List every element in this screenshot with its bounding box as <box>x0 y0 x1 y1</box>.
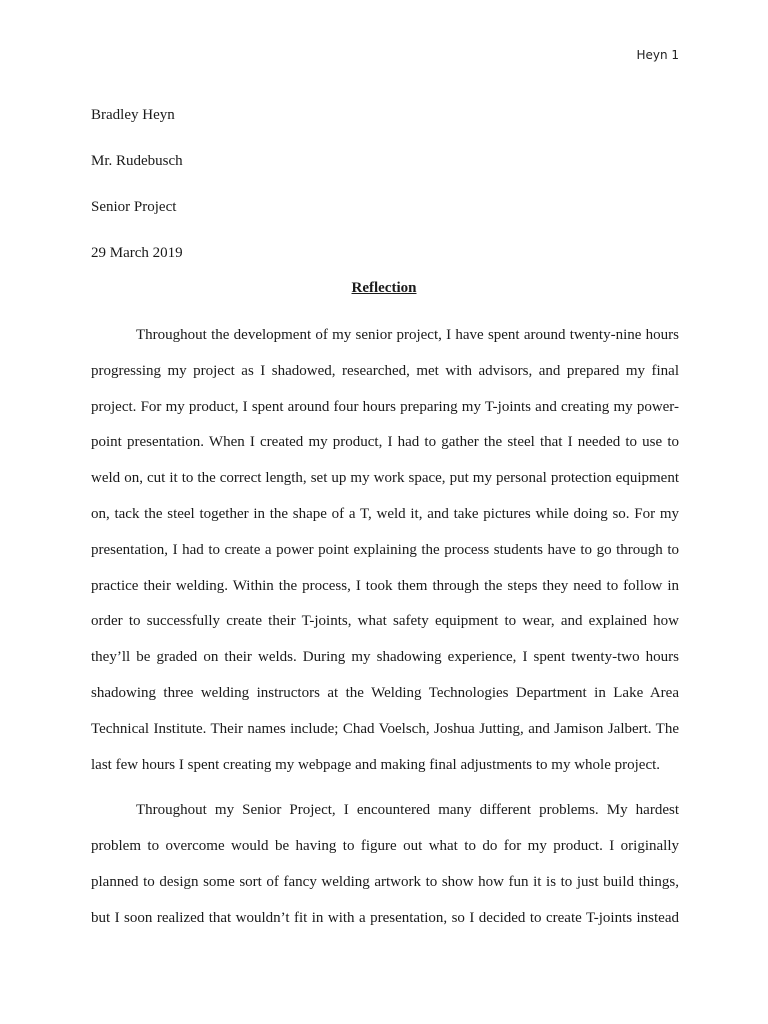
text-line: weld on, cut it to the correct length, set up my work space, put my personal protection equipment <box>91 470 679 487</box>
text-line: but I soon realized that wouldn’t fit in with a presentation, so I decided to create T-joints instead <box>91 909 679 926</box>
text-line: problem to overcome would be having to figure out what to do for my product. I originally <box>91 838 679 855</box>
course-name: Senior Project <box>91 199 177 215</box>
paragraph-1 <box>91 318 679 783</box>
text-line: last few hours I spent creating my webpage and making final adjustments to my whole project. <box>91 756 661 773</box>
text-line: practice their welding. Within the process, I took them through the steps they need to follow in <box>91 577 679 594</box>
text-line: progressing my project as I shadowed, researched, met with advisors, and prepared my final <box>91 362 679 379</box>
text-line: on, tack the steel together in the shape of a T, weld it, and take pictures while doing so. For my <box>91 505 679 522</box>
document-date: 29 March 2019 <box>91 245 183 261</box>
text-line: Throughout my Senior Project, I encountered many different problems. My hardest <box>136 802 679 819</box>
text-line: planned to design some sort of fancy welding artwork to show how fun it is to just build things, <box>91 873 679 890</box>
text-line: point presentation. When I created my product, I had to gather the steel that I needed to use to <box>91 434 679 451</box>
text-line: project. For my product, I spent around four hours preparing my T-joints and creating my power- <box>91 398 679 415</box>
paragraph-2 <box>91 793 679 936</box>
text-line: Throughout the development of my senior project, I have spent around twenty-nine hours <box>136 327 679 343</box>
mla-heading <box>91 92 691 276</box>
text-line: they’ll be graded on their welds. During my shadowing experience, I spent twenty-two hours <box>91 649 679 666</box>
document-title: Reflection <box>351 280 417 296</box>
document-body <box>91 318 679 937</box>
author-name: Bradley Heyn <box>91 107 175 123</box>
text-line: shadowing three welding instructors at the Welding Technologies Department in Lake Area <box>91 684 679 701</box>
page-number: Heyn 1 <box>636 48 679 62</box>
text-line: Technical Institute. Their names include; Chad Voelsch, Joshua Jutting, and Jamison Jalbert. The <box>91 720 679 737</box>
instructor-name: Mr. Rudebusch <box>91 153 183 169</box>
text-line: order to successfully create their T-joints, what safety equipment to wear, and explained how <box>91 613 679 630</box>
paragraph-gap <box>91 783 679 793</box>
text-line: presentation, I had to create a power point explaining the process students have to go through to <box>91 541 679 558</box>
